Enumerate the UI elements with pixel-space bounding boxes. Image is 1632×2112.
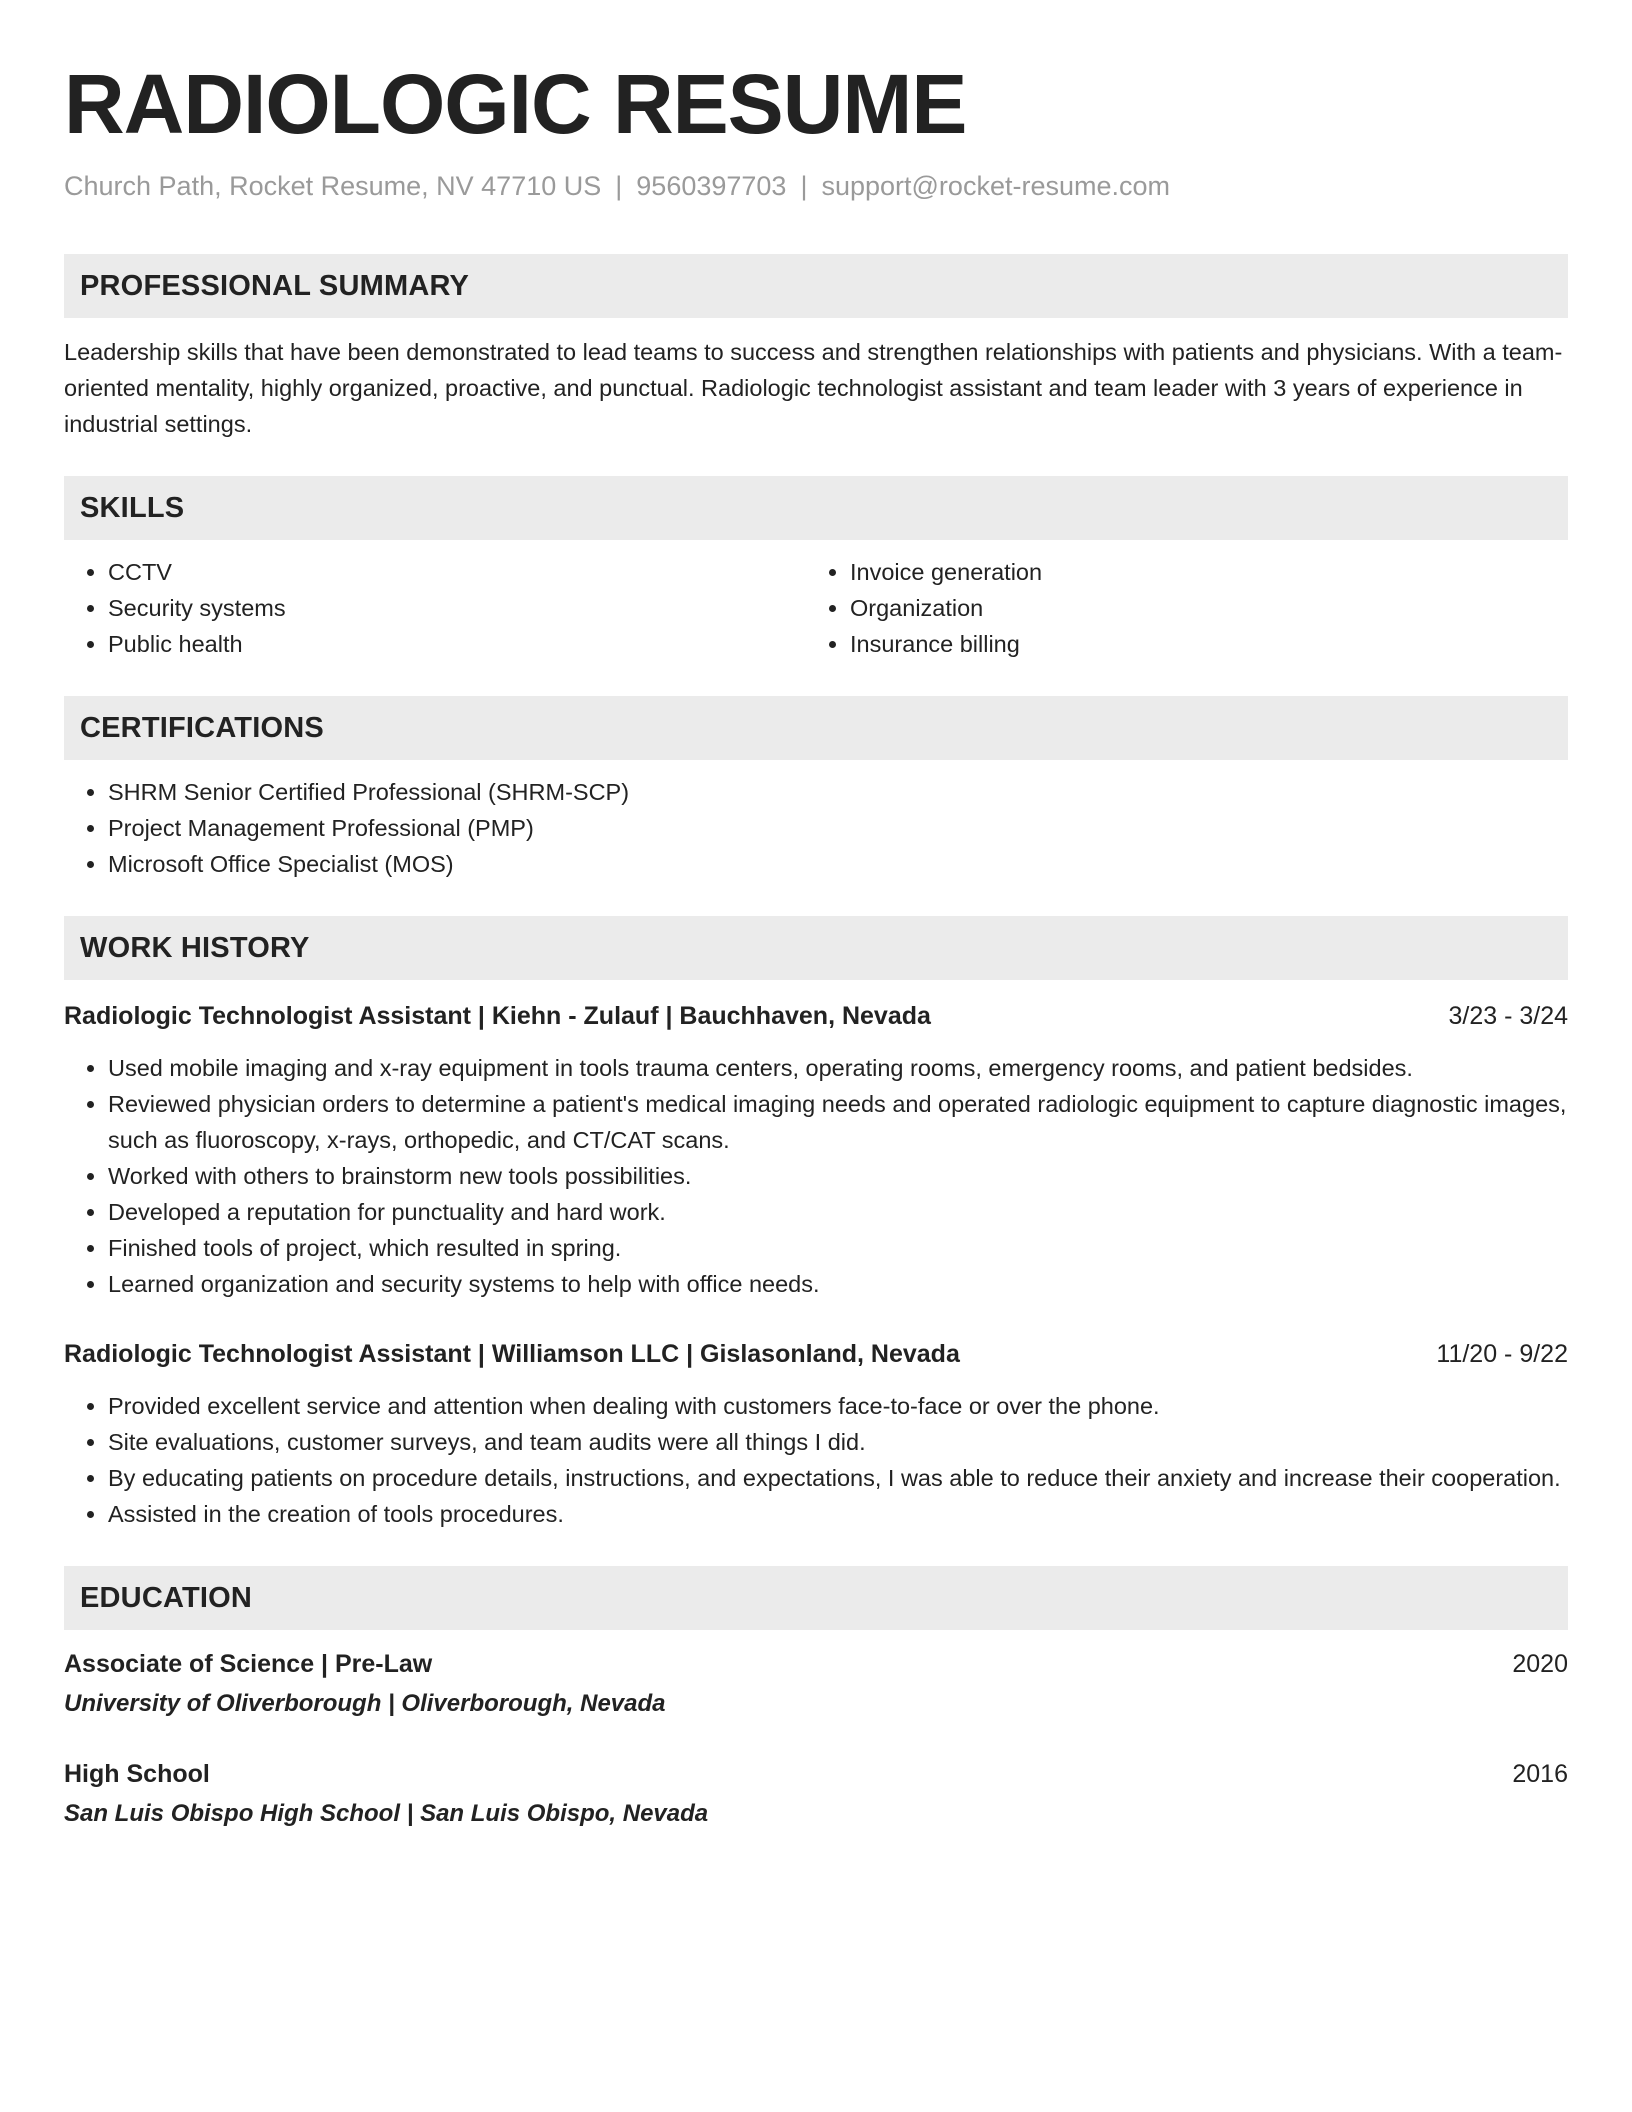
job-header bbox=[64, 1336, 1568, 1372]
job-bullet: • Reviewed physician orders to determine a patient's medical imaging needs and operated radiologic equipment to capture diagnostic images, such as fluoroscopy, x-rays, orthopedic, and CT/CAT scans. bbox=[108, 1086, 1568, 1158]
certification-item: • SHRM Senior Certified Professional (SHRM-SCP) bbox=[108, 774, 1568, 810]
education-year: 2016 bbox=[1512, 1760, 1568, 1788]
job-bullet: • Site evaluations, customer surveys, and team audits were all things I did. bbox=[108, 1424, 1568, 1460]
contact-email[interactable]: support@rocket-resume.com bbox=[821, 171, 1170, 201]
education-school: University of Oliverborough | Oliverborough, Nevada bbox=[64, 1690, 666, 1717]
education-school: San Luis Obispo High School | San Luis Obispo, Nevada bbox=[64, 1800, 709, 1827]
skill-item: • Security systems bbox=[108, 590, 806, 626]
section-header bbox=[64, 696, 1568, 760]
job-bullet: • Used mobile imaging and x-ray equipment in tools trauma centers, operating rooms, emergency rooms, and patient bedsides. bbox=[108, 1050, 1568, 1086]
skill-item: • Invoice generation bbox=[850, 554, 1548, 590]
summary-text: Leadership skills that have been demonstrated to lead teams to success and strengthen relationships with patients and physicians. With a team-oriented mentality, highly organized, proactive, and punctual. Radiologic technologist assistant and team leader with 3 years of experience in industrial settings. bbox=[64, 339, 1563, 437]
section-header bbox=[64, 254, 1568, 318]
job-bullet: • Worked with others to brainstorm new tools possibilities. bbox=[108, 1158, 1568, 1194]
section-title-certifications: CERTIFICATIONS bbox=[80, 711, 324, 744]
certifications-section bbox=[64, 696, 1568, 882]
job-bullet: • By educating patients on procedure details, instructions, and expectations, I was able to reduce their anxiety and increase their cooperation. bbox=[108, 1460, 1568, 1496]
certification-item: • Microsoft Office Specialist (MOS) bbox=[108, 846, 1568, 882]
section-header bbox=[64, 916, 1568, 980]
education-section bbox=[64, 1566, 1568, 1832]
education-entry bbox=[64, 1756, 1568, 1832]
education-entry bbox=[64, 1646, 1568, 1722]
job-dates: 11/20 - 9/22 bbox=[1436, 1340, 1568, 1368]
skill-item: • Organization bbox=[850, 590, 1548, 626]
contact-separator: | bbox=[800, 171, 808, 201]
job-bullet: • Finished tools of project, which resulted in spring. bbox=[108, 1230, 1568, 1266]
job-header bbox=[64, 998, 1568, 1034]
education-degree: High School bbox=[64, 1760, 210, 1788]
job-bullet: • Provided excellent service and attention when dealing with customers face-to-face or over the phone. bbox=[108, 1388, 1568, 1424]
job-bullet: • Learned organization and security systems to help with office needs. bbox=[108, 1266, 1568, 1302]
education-year: 2020 bbox=[1512, 1650, 1568, 1678]
skill-item: • CCTV bbox=[108, 554, 806, 590]
job-bullet: • Assisted in the creation of tools procedures. bbox=[108, 1496, 1568, 1532]
skills-list-right bbox=[806, 554, 1548, 662]
skill-item: • Public health bbox=[108, 626, 806, 662]
certification-item: • Project Management Professional (PMP) bbox=[108, 810, 1568, 846]
education-header bbox=[64, 1646, 1568, 1682]
education-header bbox=[64, 1756, 1568, 1792]
job-bullets bbox=[64, 1388, 1568, 1532]
contact-separator: | bbox=[615, 171, 623, 201]
resume-name: RADIOLOGIC RESUME bbox=[64, 57, 967, 151]
skills-grid bbox=[64, 540, 1568, 662]
section-title-education: EDUCATION bbox=[80, 1581, 253, 1614]
section-header bbox=[64, 476, 1568, 540]
contact-phone: 9560397703 bbox=[636, 171, 787, 201]
skill-item: • Insurance billing bbox=[850, 626, 1548, 662]
job-entry bbox=[64, 1336, 1568, 1532]
contact-address: Church Path, Rocket Resume, NV 47710 US bbox=[64, 171, 602, 201]
contact-line bbox=[64, 168, 1568, 204]
education-degree: Associate of Science | Pre-Law bbox=[64, 1650, 433, 1678]
work-history-section bbox=[64, 916, 1568, 1532]
job-dates: 3/23 - 3/24 bbox=[1448, 1002, 1568, 1030]
skills-list-left bbox=[64, 554, 806, 662]
summary-section bbox=[64, 254, 1568, 442]
certifications-list bbox=[64, 774, 1568, 882]
job-bullet: • Developed a reputation for punctuality and hard work. bbox=[108, 1194, 1568, 1230]
job-heading: Radiologic Technologist Assistant | Kiehn - Zulauf | Bauchhaven, Nevada bbox=[64, 1002, 931, 1030]
resume-page bbox=[64, 56, 1568, 1832]
job-bullets bbox=[64, 1050, 1568, 1302]
job-entry bbox=[64, 998, 1568, 1302]
skills-section bbox=[64, 476, 1568, 662]
section-header bbox=[64, 1566, 1568, 1630]
section-title-skills: SKILLS bbox=[80, 491, 185, 524]
section-title-work: WORK HISTORY bbox=[80, 931, 310, 964]
job-heading: Radiologic Technologist Assistant | Williamson LLC | Gislasonland, Nevada bbox=[64, 1340, 960, 1368]
section-title-summary: PROFESSIONAL SUMMARY bbox=[80, 269, 470, 302]
